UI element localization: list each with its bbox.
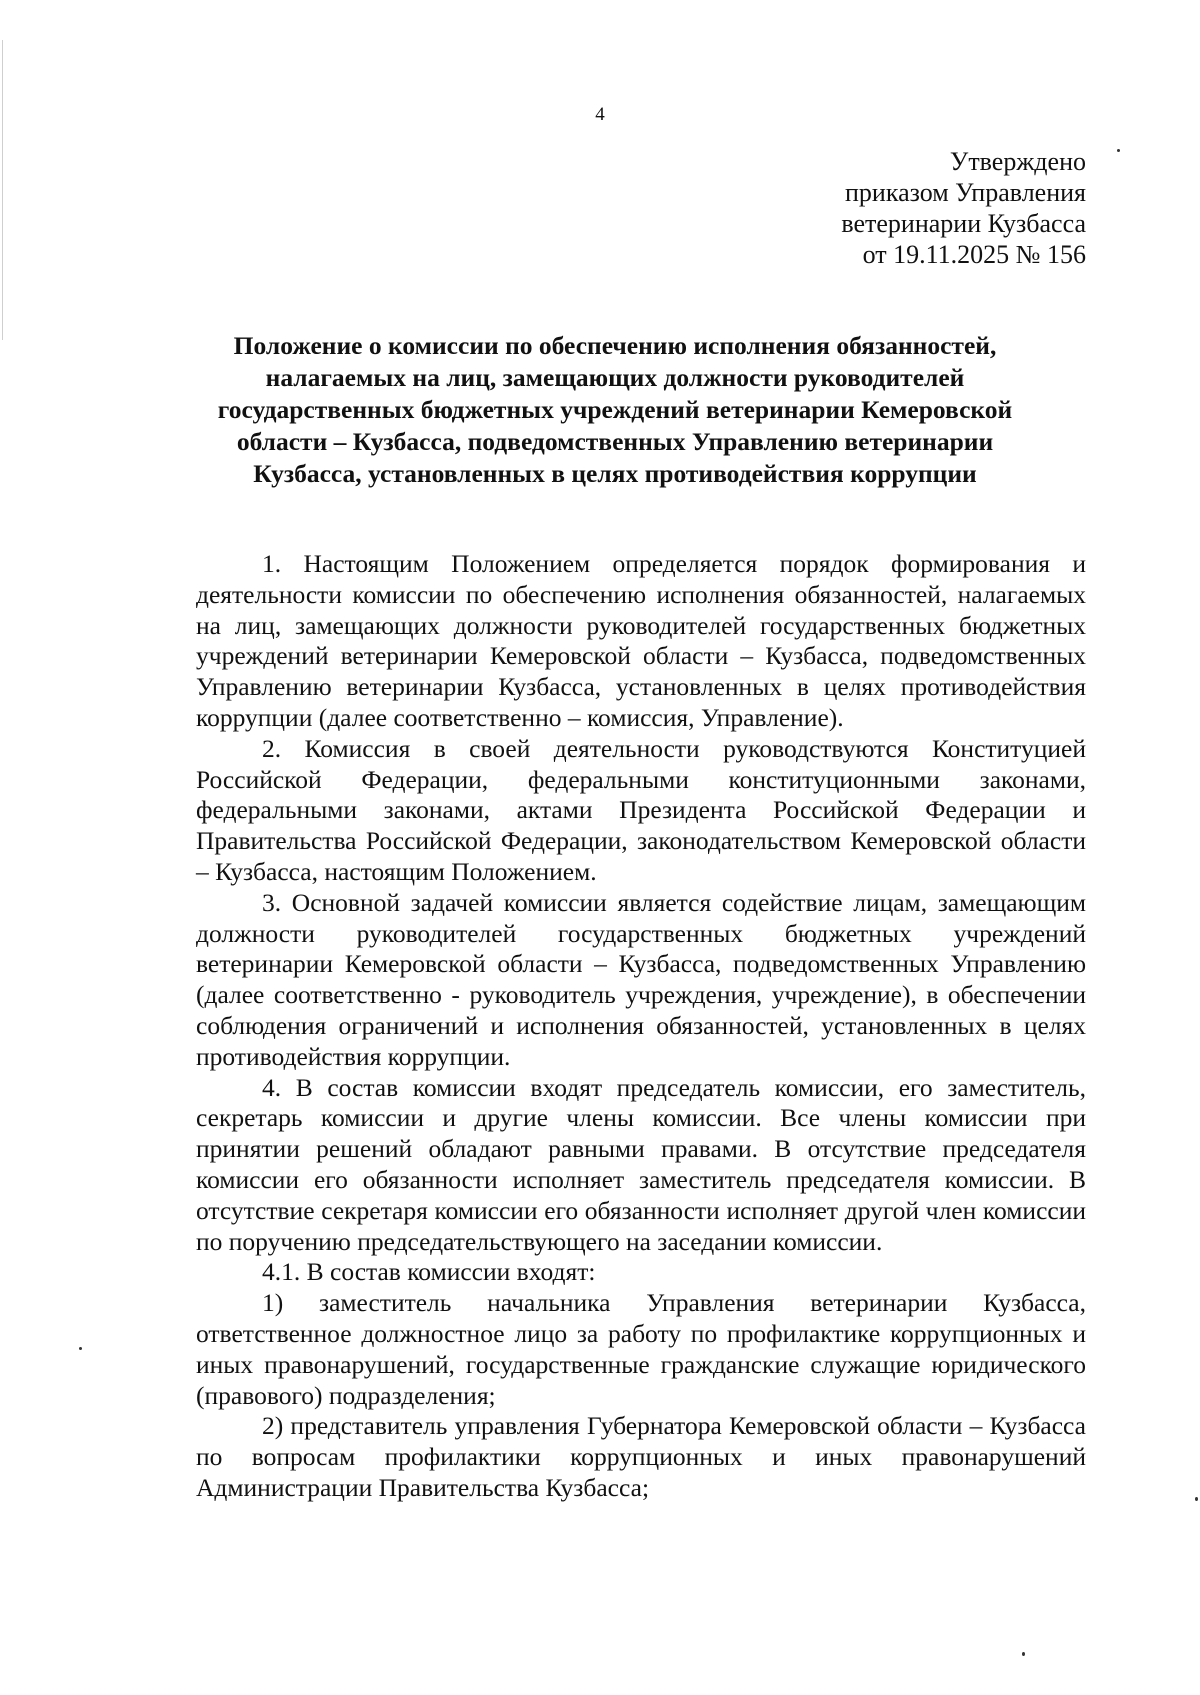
paragraph-4-1-item-2: 2) представитель управления Губернатора Кемеровской области – Кузбасса по вопросам профилактики коррупционных и иных правонарушений Администрации Правительства Кузбасса;	[196, 1411, 1086, 1502]
approval-stamp-block	[666, 146, 1086, 270]
scan-speck	[1195, 1497, 1198, 1501]
paragraph-4-1-item-1: 1) заместитель начальника Управления ветеринарии Кузбасса, ответственное должностное лицо за работу по профилактике коррупционных и иных правонарушений, государственные гражданские служащие юридического (правового) подразделения;	[196, 1288, 1086, 1410]
title-line: области – Кузбасса, подведомственных Управлению ветеринарии	[236, 427, 994, 456]
paragraph-3: 3. Основной задачей комиссии является содействие лицам, замещающим должности руководителей государственных бюджетных учреждений ветеринарии Кемеровской области – Кузбасса, подведомственных Управлению (далее соответственно - руководитель учреждения, учреждение), в обеспечении соблюдения ограничений и исполнения обязанностей, установленных в целях противодействия коррупции.	[196, 887, 1086, 1071]
approval-line: приказом Управления	[845, 178, 1086, 207]
title-line: государственных бюджетных учреждений ветеринарии Кемеровской	[217, 395, 1013, 424]
scan-speck	[79, 1347, 82, 1350]
title-line: Кузбасса, установленных в целях противодействия коррупции	[253, 459, 977, 488]
scan-speck	[1117, 149, 1120, 152]
title-line: Положение о комиссии по обеспечению исполнения обязанностей,	[233, 331, 997, 360]
paragraph-4-1: 4.1. В состав комиссии входят:	[262, 1257, 596, 1287]
paragraph-4: 4. В состав комиссии входят председатель комиссии, его заместитель, секретарь комиссии и другие члены комиссии. Все члены комиссии при принятии решений обладают равными правами. В отсутствие председателя комиссии его обязанности исполняет заместитель председателя комиссии. В отсутствие секретаря комиссии его обязанности исполняет другой член комиссии по поручению председательствующего на заседании комиссии.	[196, 1072, 1086, 1256]
document-body	[196, 549, 1086, 1504]
paragraph-2: 2. Комиссия в своей деятельности руководствуются Конституцией Российской Федерации, федеральными конституционными законами, федеральными законами, актами Президента Российской Федерации и Правительства Российской Федерации, законодательством Кемеровской области – Кузбасса, настоящим Положением.	[196, 733, 1086, 886]
approval-line: от 19.11.2025 № 156	[862, 240, 1086, 269]
scan-edge-line	[2, 40, 3, 340]
document-title	[150, 330, 1080, 490]
approval-line: Утверждено	[949, 147, 1086, 176]
title-line: налагаемых на лиц, замещающих должности руководителей	[265, 363, 965, 392]
scan-speck	[1022, 1652, 1025, 1656]
paragraph-1: 1. Настоящим Положением определяется порядок формирования и деятельности комиссии по обеспечению исполнения обязанностей, налагаемых на лиц, замещающих должности руководителей государственных бюджетных учреждений ветеринарии Кемеровской области – Кузбасса, подведомственных Управлению ветеринарии Кузбасса, установленных в целях противодействия коррупции (далее соответственно – комиссия, Управление).	[196, 549, 1086, 732]
approval-line: ветеринарии Кузбасса	[841, 209, 1086, 238]
page-number: 4	[595, 104, 605, 125]
